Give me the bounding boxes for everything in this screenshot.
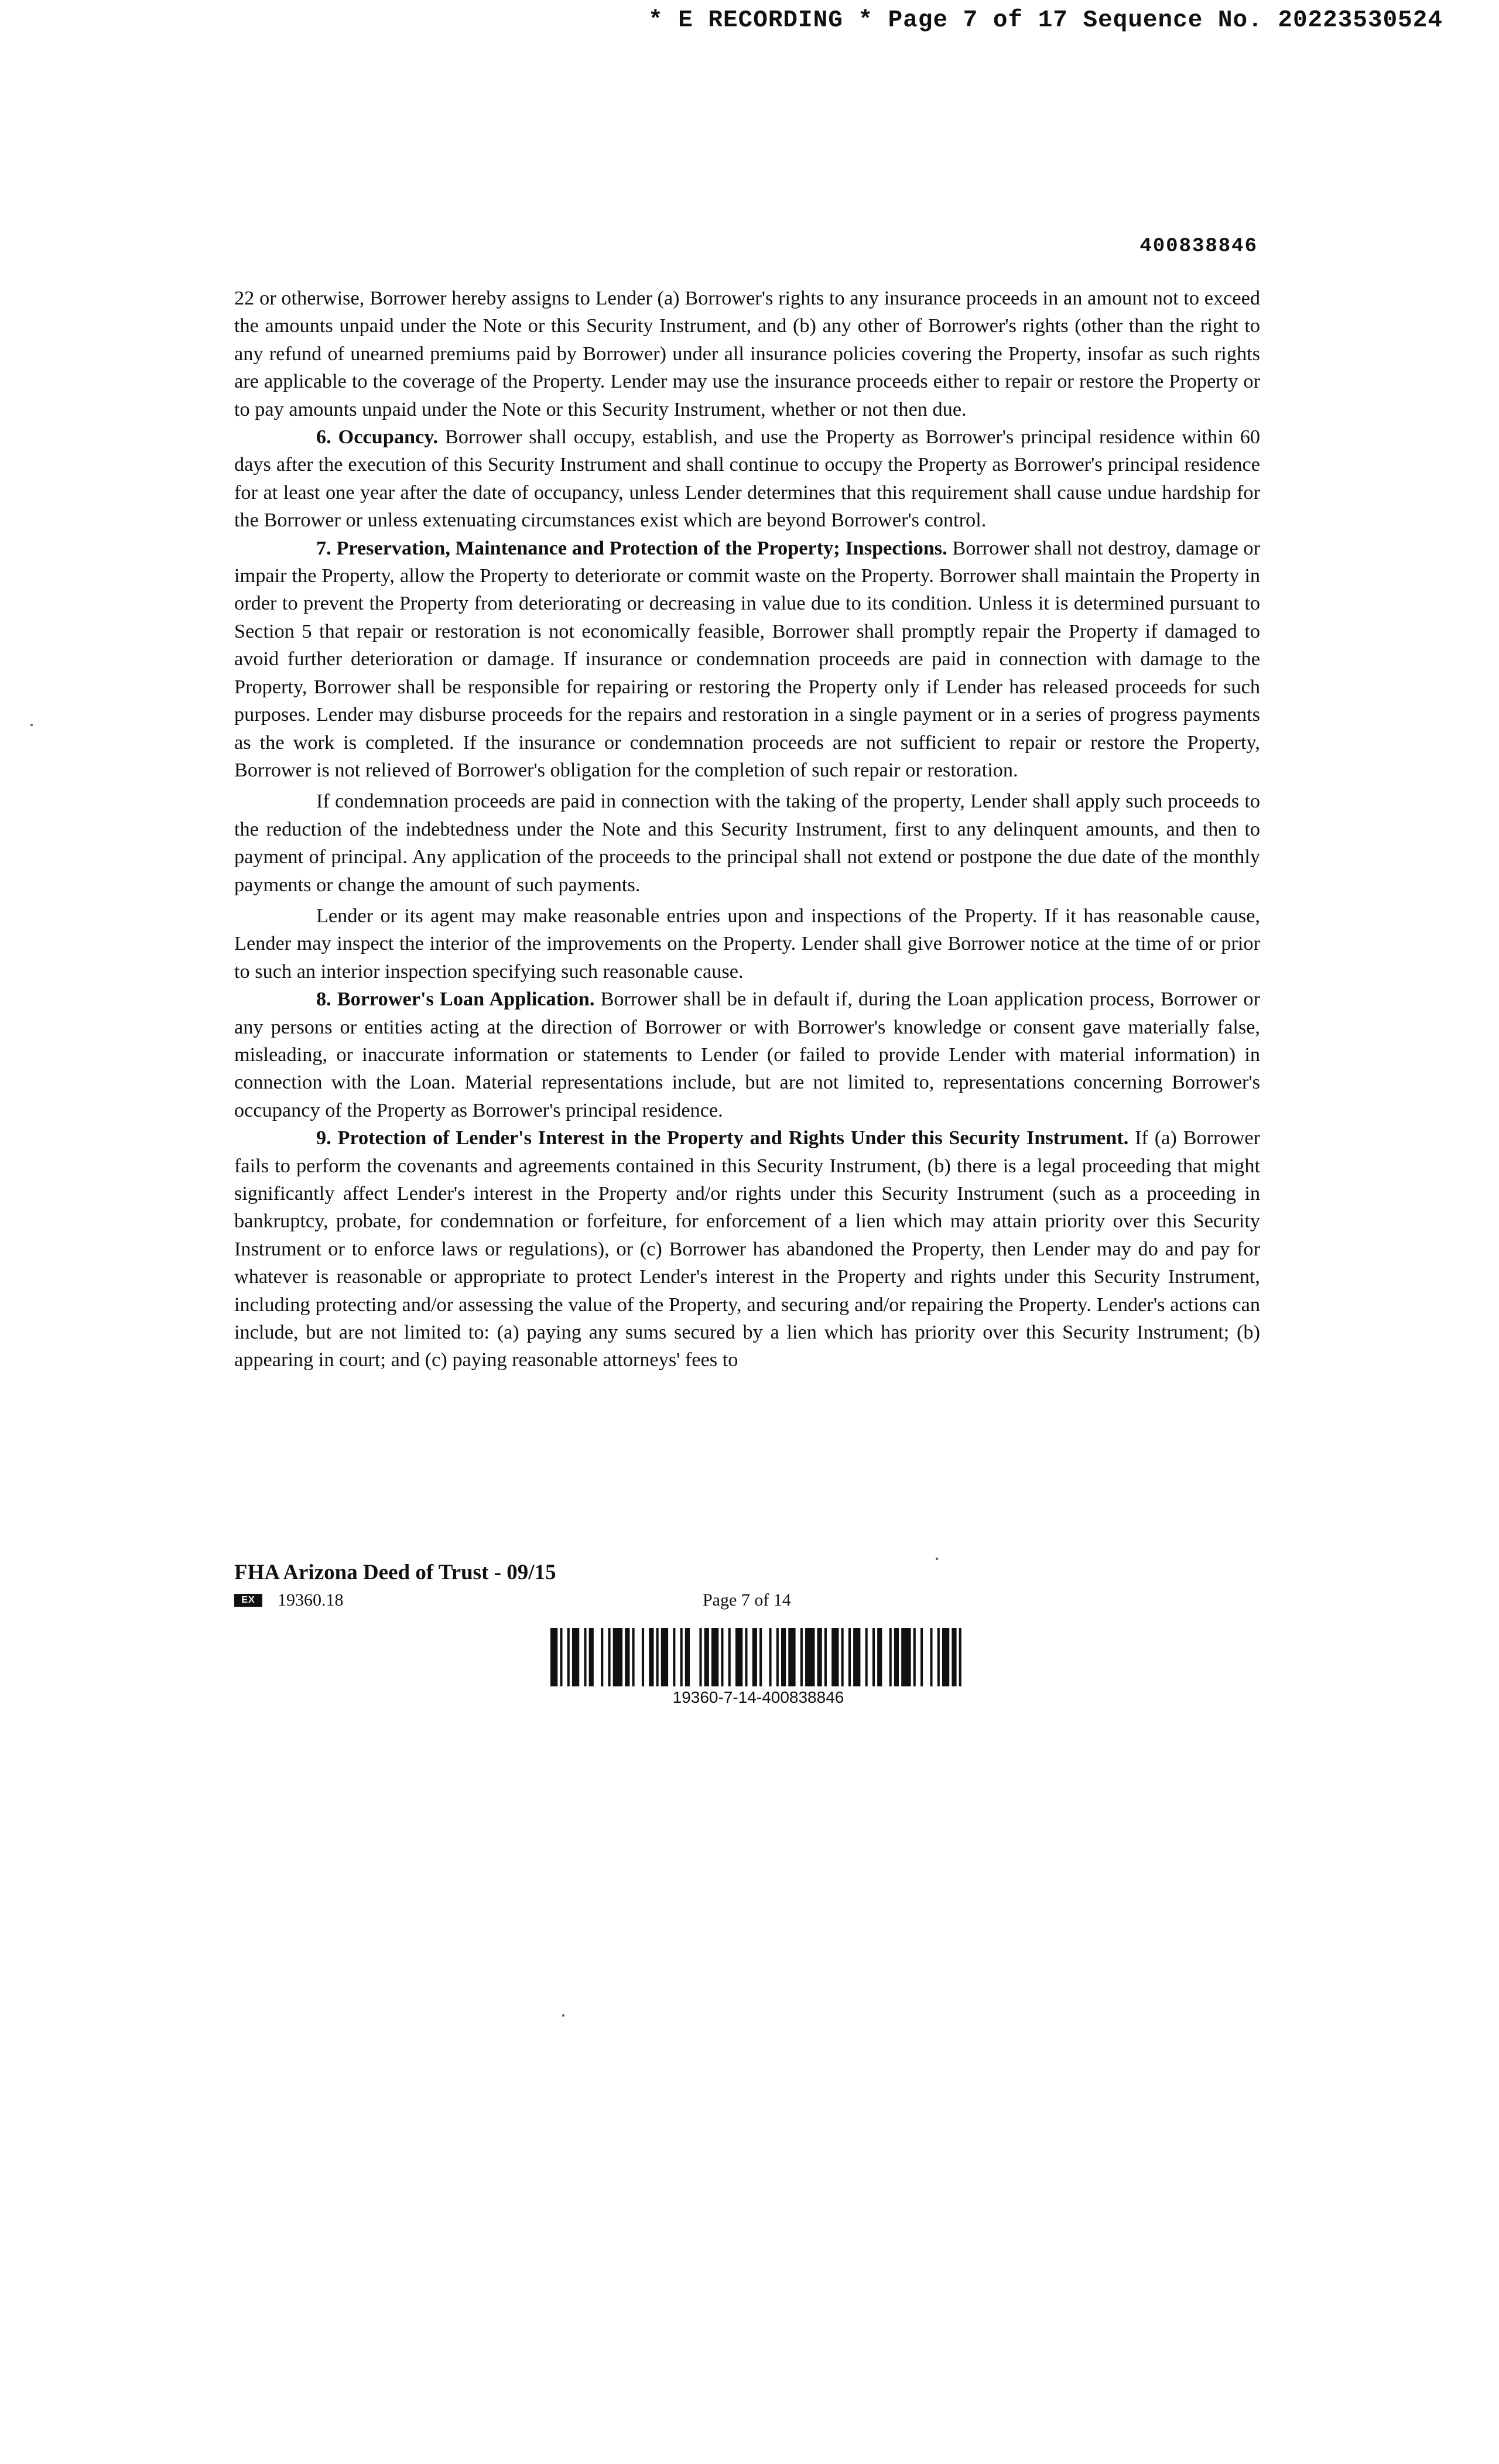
form-vendor-logo-icon: EX [234,1594,262,1607]
section-6-occupancy [234,423,1260,535]
section-8-heading: 8. Borrower's Loan Application. [316,988,595,1011]
section-6-text: Borrower shall occupy, establish, and use the Property as Borrower's principal residence within 60 days after the execution of this Security Instrument and shall continue to occupy the Property as Borrower's principal residence for at least one year after the date of occupancy, unless Lender determines that this requirement shall cause undue hardship for the Borrower or unless extenuating circumstances exist which are beyond Borrower's control. [234,426,1261,532]
document-body [234,285,1260,1374]
barcode-block [550,1628,966,1707]
scan-speck [562,2014,564,2017]
section-8-text: Borrower shall be in default if, during the Loan application process, Borrower or any persons or entities acting at the direction of Borrower or with Borrower's knowledge or consent gave materially false, misleading, or inaccurate information or statements to Lender (or failed to provide Lender with material information) in connection with the Loan. Material representations include, but are not limited to, representations concerning Borrower's occupancy of the Property as Borrower's principal residence. [234,988,1260,1121]
form-code: 19360.18 [278,1590,344,1610]
section-7-condemnation-paragraph: If condemnation proceeds are paid in connection with the taking of the property, Lender shall apply such proceeds to the reduction of the indebtedness under the Note and this Security Instrument, first to any delinquent amounts, and then to payment of principal. Any application of the proceeds to the principal shall not extend or postpone the due date of the monthly payments or change the amount of such payments. [234,790,1260,896]
section-7-text: Borrower shall not destroy, damage or impair the Property, allow the Property to deteriorate or commit waste on the Property. Borrower shall maintain the Property in order to prevent the Property from deteriorating or decreasing in value due to its condition. Unless it is determined pursuant to Section 5 that repair or restoration is not economically feasible, Borrower shall promptly repair the Property if damaged to avoid further deterioration or damage. If insurance or condemnation proceeds are paid in connection with damage to the Property, Borrower shall be responsible for repairing or restoring the Property only if Lender has released proceeds for such purposes. Lender may disburse proceeds for the repairs and restoration in a single payment or in a series of progress payments as the work is completed. If the insurance or condemnation proceeds are not sufficient to repair or restore the Property, Borrower is not relieved of Borrower's obligation for the completion of such repair or restoration. [234,536,1261,781]
loan-number: 400838846 [1139,235,1258,258]
section-8-loan-application [234,985,1260,1124]
section-9-text: If (a) Borrower fails to perform the covenants and agreements contained in this Security Instrument, (b) there is a legal proceeding that might significantly affect Lender's interest in the Property and/or rights under this Security Instrument (such as a proceeding in bankruptcy, probate, for condemnation or forfeiture, for enforcement of a lien which may attain priority over this Security Instrument or to enforce laws or regulations), or (c) Borrower has abandoned the Property, then Lender may do and pay for whatever is reasonable or appropriate to protect Lender's interest in the Property and rights under this Security Instrument, including protecting and/or assessing the value of the Property, and securing and/or repairing the Property. Lender's actions can include, but are not limited to: (a) paying any sums secured by a lien which has priority over this Security Instrument; (b) appearing in court; and (c) paying reasonable attorneys' fees to [234,1127,1261,1371]
section-7-inspection-paragraph: Lender or its agent may make reasonable entries upon and inspections of the Property. If it has reasonable cause, Lender may inspect the interior of the improvements on the Property. Lender shall give Borrower notice at the time of or prior to such an interior inspection specifying such reasonable cause. [234,904,1260,983]
paragraph-insurance-assignment: 22 or otherwise, Borrower hereby assigns to Lender (a) Borrower's rights to any insurance proceeds in an amount not to exceed the amounts unpaid under the Note or this Security Instrument, and (b) any other of Borrower's rights (other than the right to any refund of unearned premiums paid by Borrower) under all insurance policies covering the Property, insofar as such rights are applicable to the coverage of the Property. Lender may use the insurance proceeds either to repair or restore the Property or to pay amounts unpaid under the Note or this Security Instrument, whether or not then due. [234,287,1260,420]
section-9-heading: 9. Protection of Lender's Interest in the Property and Rights Under this Security Instrument. [316,1127,1129,1149]
scan-speck [936,1558,938,1560]
section-9-protection [234,1124,1260,1374]
form-footer [234,1559,1054,1614]
page-number: Page 7 of 14 [703,1590,791,1610]
section-7-preservation [234,535,1260,785]
barcode-icon [550,1628,966,1686]
section-6-heading: 6. Occupancy. [316,426,439,449]
form-title: FHA Arizona Deed of Trust - 09/15 [234,1560,556,1585]
barcode-number: 19360-7-14-400838846 [672,1688,844,1706]
section-7-heading: 7. Preservation, Maintenance and Protection of the Property; Inspections. [316,536,947,559]
footer-row [234,1587,1054,1614]
scan-speck [30,724,33,726]
recording-header: * E RECORDING * Page 7 of 17 Sequence No. 20223530524 [648,7,1443,34]
